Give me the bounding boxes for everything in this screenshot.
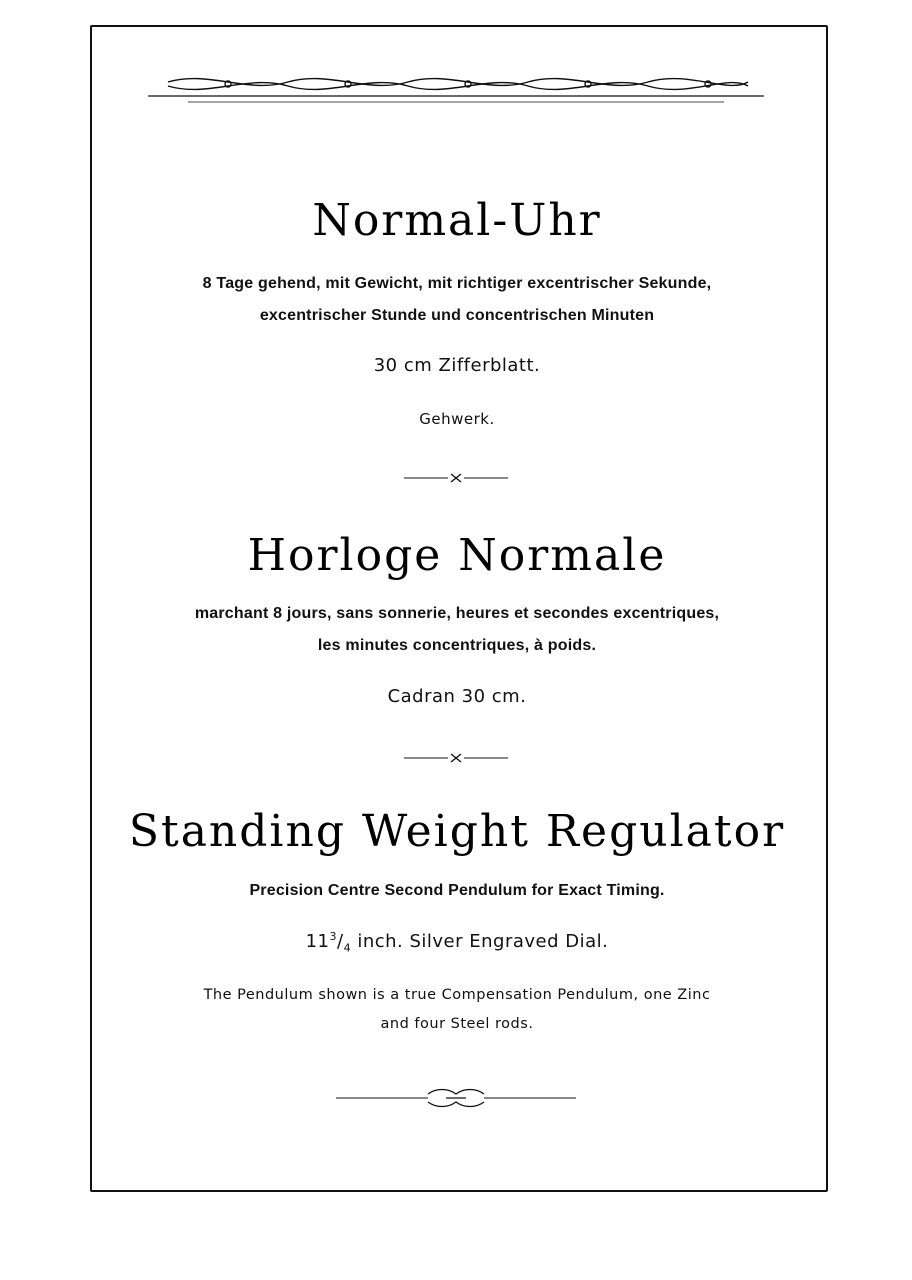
description-line: 8 Tage gehend, mit Gewicht, mit richtiger excentrischer Sekunde,	[202, 275, 712, 292]
small-separator	[404, 752, 508, 764]
pendulum-note-line: The Pendulum shown is a true Compensation Pendulum, one Zinc	[203, 987, 711, 1003]
dial-whole: 11	[305, 931, 330, 952]
bottom-ornament	[336, 1086, 576, 1110]
description-line: les minutes concentriques, à poids.	[317, 637, 597, 654]
description-line: excentrischer Stunde und concentrischen Minuten	[259, 307, 655, 324]
dial-size: $11^3/_4$ inch. Silver Engraved Dial.	[305, 930, 609, 955]
description-line: Precision Centre Second Pendulum for Exact Timing.	[249, 882, 665, 899]
dial-size: 30 cm Zifferblatt.	[373, 355, 541, 376]
dial-fraction-num: 3	[329, 930, 338, 943]
scroll-ornament-top	[148, 66, 764, 108]
section-title-normal-uhr: Normal-Uhr	[312, 195, 602, 246]
dial-size: Cadran 30 cm.	[387, 686, 527, 707]
section-title-horloge-normale: Horloge Normale	[247, 530, 667, 581]
dial-rest: inch. Silver Engraved Dial.	[351, 931, 609, 952]
small-separator	[404, 472, 508, 484]
section-title-standing-weight-regulator: Standing Weight Regulator	[128, 806, 786, 857]
dial-fraction-den: 4	[343, 941, 352, 955]
description-line: marchant 8 jours, sans sonnerie, heures et secondes excentriques,	[194, 605, 720, 622]
movement-note: Gehwerk.	[419, 410, 495, 428]
pendulum-note-line: and four Steel rods.	[380, 1016, 534, 1032]
